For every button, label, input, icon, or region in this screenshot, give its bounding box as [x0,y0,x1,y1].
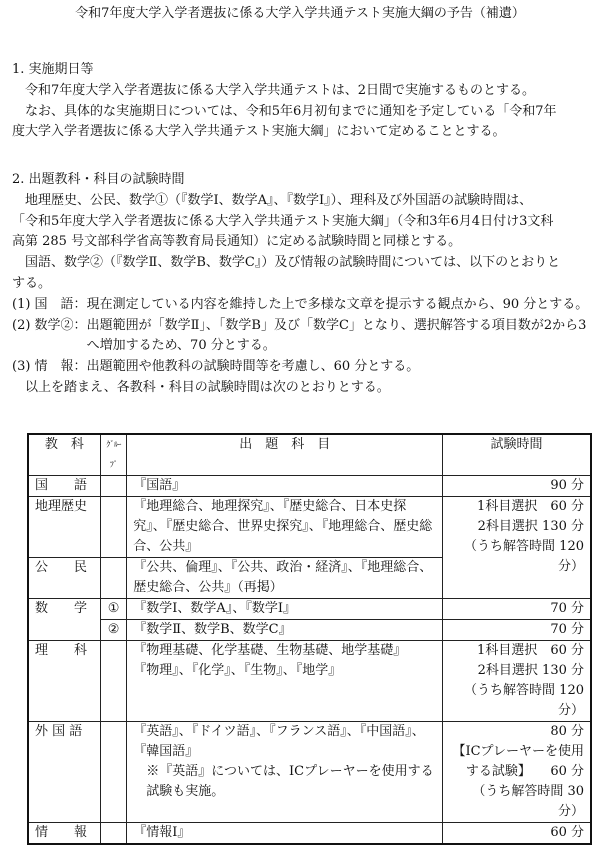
group-cell [100,722,126,823]
group-cell [100,497,126,558]
time-cell: 60 分 [443,823,591,845]
section-2-heading: 2. 出題教科・科目の試験時間 [12,172,185,187]
list-item-text: 出題範囲が「数学Ⅱ」、「数学B」及び「数学C」となり、選択解答する項目数が2から3へ増加するため、70 分とする。 [86,317,587,354]
courses-cell: 『地理総合、地理探究』、『歴史総合、日本史探究』、『歴史総合、世界史探究』、『地理総合、歴史総合、公共』 [127,497,443,558]
section-2-paragraph-1b: 「令和5年度大学入学者選抜に係る大学入学共通テスト実施大綱」（令和3年6月4日付け3文科 [12,213,554,229]
courses-cell: 『国語』 [127,476,443,497]
courses-line: 『物理』、『化学』、『生物』、『地学』 [133,663,342,678]
time-cell: 70 分 [443,620,591,641]
time-line: する試験】 60 分 [465,764,584,779]
subject-cell: 情 報 [28,823,100,845]
list-item-label: (2) 数学②： [12,317,87,333]
section-1-paragraph-2a: なお、具体的な実施期日については、令和5年6月初旬までに通知を予定している「令和7年 [25,103,557,119]
subject-cell: 国 語 [28,476,100,497]
section-2-paragraph-1a: 地理歴史、公民、数学①（『数学Ⅰ、数学A』、『数学Ⅰ』）、理科及び外国語の試験時間は、 [25,192,533,208]
courses-cell: 『数学Ⅰ、数学A』、『数学Ⅰ』 [127,599,443,620]
time-cell [443,641,591,722]
section-2-paragraph-2b: する。 [12,275,52,291]
subject-cell: 地理歴史 [28,497,100,558]
section-1-paragraph-1: 令和7年度大学入学者選抜に係る大学入学共通テストは、2日間で実施するものとする。 [25,82,536,98]
list-item-label: (1) 国 語： [12,296,87,312]
list-item-joho [12,357,592,378]
group-cell [100,476,126,497]
list-item-text: 現在測定している内容を維持した上で多様な文章を提示する観点から、90 分とする。 [86,296,589,312]
header-group: ｸﾞﾙｰﾌﾟ [100,434,126,476]
time-line: 1科目選択 60 分 [477,643,584,658]
time-line: （うち解答時間 120 分） [464,539,584,574]
list-item-label: (3) 情 報： [12,359,87,375]
section-2-paragraph-1c: 高第 285 号文部科学省高等教育局長通知）に定める試験時間と同様とする。 [12,234,462,250]
section-1-paragraph-2b: 度大学入学者選抜に係る大学入学共通テスト実施大綱」において定めることとする。 [12,124,506,140]
time-line: 【ICプレーヤーを使用 [452,744,584,759]
table-row [28,722,591,823]
subject-cell: 外 国 語 [28,722,100,823]
group-cell [100,641,126,722]
group-cell: ② [100,620,126,641]
courses-line: 『韓国語』 [133,744,199,759]
courses-line: 『英語』、『ドイツ語』、『フランス語』、『中国語』、 [133,724,425,739]
courses-cell: 『公共、倫理』、『公共、政治・経済』、『地理総合、歴史総合、公共』（再掲） [127,558,443,599]
time-cell: 90 分 [443,476,591,497]
courses-line: 『物理基礎、化学基礎、生物基礎、地学基礎』 [133,643,407,658]
time-line: （うち解答時間 120 分） [464,683,584,718]
summary-text: 以上を踏まえ、各教科・科目の試験時間は次のとおりとする。 [25,379,390,395]
time-line: （うち解答時間 30 分） [472,784,584,819]
group-cell [100,558,126,599]
document-title: 令和7年度大学入学者選抜に係る大学入学共通テスト実施大綱の予告（補遺） [75,6,525,21]
subject-cell: 数 学 [28,599,100,641]
table-row [28,620,591,641]
list-item-kokugo [12,295,592,316]
time-cell [443,722,591,823]
header-time: 試験時間 [443,434,591,476]
time-line: 2科目選択 130 分 [477,663,584,678]
time-line: 80 分 [550,724,584,739]
time-cell: 70 分 [443,599,591,620]
list-item-text: 出題範囲や他教科の試験時間等を考慮し、60 分とする。 [86,359,420,375]
section-1 [12,60,592,143]
courses-cell [127,722,443,823]
subject-cell: 理 科 [28,641,100,722]
table-header-row [28,434,591,476]
exam-time-table [27,433,592,845]
header-subject: 教 科 [28,434,100,476]
section-2 [12,170,592,399]
list-item-sugaku [12,316,592,358]
table-row [28,823,591,845]
courses-cell [127,641,443,722]
group-cell: ① [100,599,126,620]
subject-cell: 公 民 [28,558,100,599]
section-2-paragraph-2a: 国語、数学②（『数学Ⅱ、数学B、数学C』）及び情報の試験時間については、以下のとおりと [25,255,561,271]
table-row [28,599,591,620]
time-line: 1科目選択 60 分 [477,499,584,514]
courses-cell: 『数学Ⅱ、数学B、数学C』 [127,620,443,641]
time-line: 2科目選択 130 分 [477,519,584,534]
courses-cell: 『情報Ⅰ』 [127,823,443,845]
courses-note: ※『英語』については、ICプレーヤーを使用する試験も実施。 [146,764,434,799]
section-1-heading: 1. 実施期日等 [12,62,94,77]
header-courses: 出 題 科 目 [127,434,443,476]
table-row [28,641,591,722]
time-cell [443,497,591,599]
table-row [28,476,591,497]
table-row [28,497,591,558]
group-cell [100,823,126,845]
